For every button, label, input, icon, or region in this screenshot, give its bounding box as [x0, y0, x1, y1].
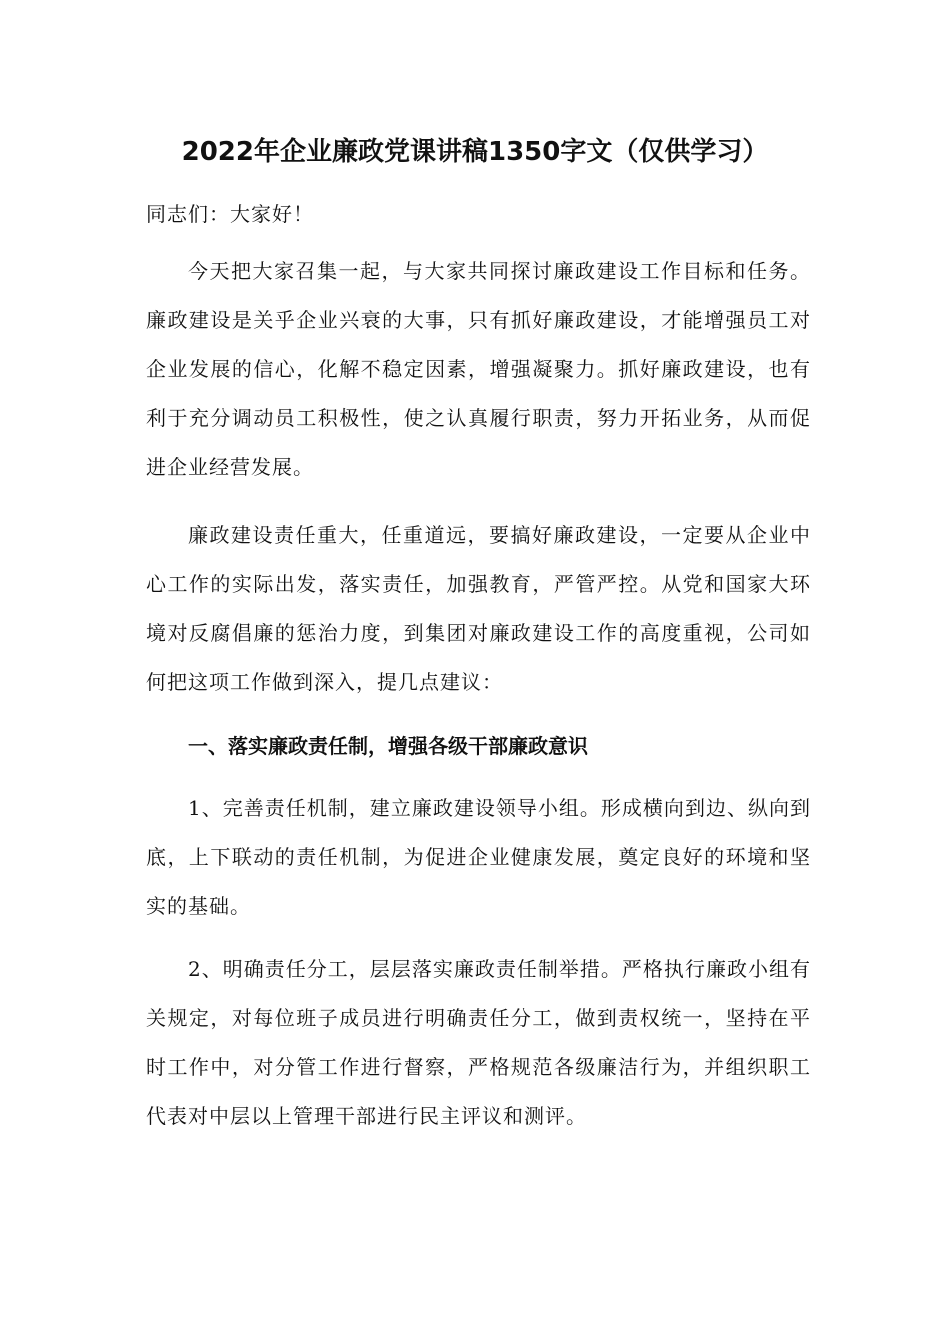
list-item: 2、明确责任分工，层层落实廉政责任制举措。严格执行廉政小组有关规定，对每位班子成员进行明确责任分工，做到责权统一，坚持在平时工作中，对分管工作进行督察，严格规范各级廉洁行为，并组织职工代表对中层以上管理干部进行民主评议和测评。	[146, 957, 811, 1128]
greeting: 同志们：大家好！	[146, 202, 314, 226]
section-heading: 一、落实廉政责任制，增强各级干部廉政意识	[188, 734, 588, 758]
list-item: 1、完善责任机制，建立廉政建设领导小组。形成横向到边、纵向到底，上下联动的责任机制，为促进企业健康发展，奠定良好的环境和坚实的基础。	[146, 796, 811, 918]
paragraph-responsibility: 廉政建设责任重大，任重道远，要搞好廉政建设，一定要从企业中心工作的实际出发，落实责任，加强教育，严管严控。从党和国家大环境对反腐倡廉的惩治力度，到集团对廉政建设工作的高度重视，公司如何把这项工作做到深入，提几点建议：	[146, 523, 811, 694]
paragraph-intro: 今天把大家召集一起，与大家共同探讨廉政建设工作目标和任务。廉政建设是关乎企业兴衰的大事，只有抓好廉政建设，才能增强员工对企业发展的信心，化解不稳定因素，增强凝聚力。抓好廉政建设，也有利于充分调动员工积极性，使之认真履行职责，努力开拓业务，从而促进企业经营发展。	[146, 259, 811, 479]
document-title: 2022年企业廉政党课讲稿1350字文（仅供学习）	[181, 137, 769, 167]
